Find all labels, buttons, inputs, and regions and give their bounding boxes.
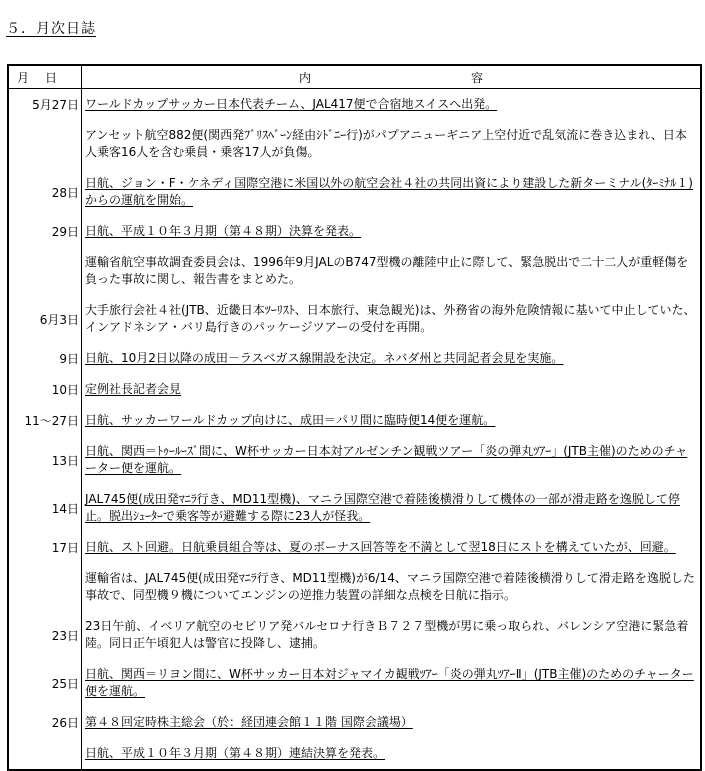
entry-date: 10日: [8, 374, 82, 405]
entry-date: 11～27日: [8, 405, 82, 436]
entry-date: 14日: [8, 484, 82, 532]
entry-content: [82, 405, 702, 436]
entry-content: [82, 247, 702, 295]
table-row: [8, 611, 701, 659]
entry-content: [82, 168, 702, 216]
header-date: 月日: [8, 65, 82, 89]
entry-text: 運輸省は、JAL745便(成田発ﾏﾆﾗ行き、MD11型機)が6/14、マニラ国際空港で着陸後横滑りして滑走路を逸脱した事故で、同型機９機についてエンジンの逆推力装置の詳細な点検を日航に指示。: [85, 571, 695, 602]
entry-text: 日航、平成１０年３月期（第４８期）連結決算を発表。: [85, 746, 386, 760]
table-row: [8, 659, 701, 707]
entry-content: [82, 89, 702, 121]
entry-content: [82, 216, 702, 247]
table-row: [8, 168, 701, 216]
entry-text: 日航、10月2日以降の成田－ラスベガス線開設を決定。ネバダ州と共同記者会見を実施。: [85, 351, 564, 365]
table-row: [8, 343, 701, 374]
monthly-log-table: [7, 64, 702, 771]
table-row: [8, 120, 701, 168]
entry-text: 定例社長記者会見: [85, 382, 182, 396]
table-row: [8, 484, 701, 532]
table-row: [8, 707, 701, 738]
table-row: [8, 247, 701, 295]
entry-date: [8, 563, 82, 611]
table-row: [8, 216, 701, 247]
entry-text: 第４８回定時株主総会（於：経団連会館１１階 国際会議場）: [85, 715, 413, 729]
table-row: [8, 374, 701, 405]
entry-date: [8, 120, 82, 168]
entry-text: 日航、関西＝ﾄｩｰﾙｰｽﾞ間に、W杯サッカー日本対アルゼンチン観戦ツアー「炎の弾丸ﾂｱｰ」(JTB主催)のためのチャーター便を運航。: [85, 444, 688, 475]
entry-text: 日航、スト回避。日航乗員組合等は、夏のボーナス回答等を不満として翌18日にストを構えていたが、回避。: [85, 540, 676, 554]
entry-content: [82, 611, 702, 659]
entry-text: 運輸省航空事故調査委員会は、1996年9月JALのB747型機の離陸中止に際して、緊急脱出で二十二人が重軽傷を負った事故に関し、報告書をまとめた。: [85, 255, 689, 286]
entry-text: 大手旅行会社４社(JTB、近畿日本ﾂｰﾘｽﾄ、日本旅行、東急観光)は、外務省の海外危険情報に基いて中止していた、インアドネシア・バリ島行きのパッケージツアーの受付を再開。: [85, 303, 696, 334]
entry-date: 26日: [8, 707, 82, 738]
table-row: [8, 89, 701, 121]
entry-content: [82, 484, 702, 532]
table-row: [8, 295, 701, 343]
entry-content: [82, 659, 702, 707]
table-header-row: [8, 65, 701, 89]
entry-date: 25日: [8, 659, 82, 707]
table-row: [8, 436, 701, 484]
header-content: 内容: [82, 65, 702, 89]
entry-date: 13日: [8, 436, 82, 484]
entry-text: 日航、ジョン・F・ケネディ国際空港に米国以外の航空会社４社の共同出資により建設した新ターミナル(ﾀｰﾐﾅﾙ１)からの運航を開始。: [85, 176, 693, 207]
entry-content: [82, 120, 702, 168]
entry-text: ワールドカップサッカー日本代表チーム、JAL417便で合宿地スイスへ出発。: [85, 97, 498, 111]
entry-content: [82, 563, 702, 611]
entry-content: [82, 436, 702, 484]
table-row: [8, 405, 701, 436]
table-row: [8, 563, 701, 611]
entry-date: [8, 247, 82, 295]
table-row: [8, 532, 701, 563]
log-body: [8, 89, 701, 771]
entry-text: 日航、平成１０年３月期（第４８期）決算を発表。: [85, 224, 362, 238]
entry-date: 5月27日: [8, 89, 82, 121]
entry-date: 17日: [8, 532, 82, 563]
entry-content: [82, 295, 702, 343]
entry-content: [82, 374, 702, 405]
entry-date: [8, 738, 82, 770]
entry-content: [82, 738, 702, 770]
entry-content: [82, 532, 702, 563]
entry-date: 28日: [8, 168, 82, 216]
entry-date: 6月3日: [8, 295, 82, 343]
entry-content: [82, 707, 702, 738]
page-title: ５．月次日誌: [6, 21, 96, 37]
entry-text: JAL745便(成田発ﾏﾆﾗ行き、MD11型機)、マニラ国際空港で着陸後横滑りして機体の一部が滑走路を逸脱して停止。脱出ｼｭｰﾀｰで乗客等が避難する際に23人が怪我。: [85, 492, 680, 523]
entry-date: 9日: [8, 343, 82, 374]
entry-date: 23日: [8, 611, 82, 659]
entry-text: 日航、サッカーワールドカップ向けに、成田＝パリ間に臨時便14便を運航。: [85, 413, 496, 427]
entry-text: 23日午前、イベリア航空のセビリア発バルセロナ行きＢ７２７型機が男に乗っ取られ、バレンシア空港に緊急着陸。同日正午頃犯人は警官に投降し、逮捕。: [85, 619, 689, 650]
entry-text: アンセット航空882便(関西発ﾌﾞﾘｽﾍﾞｰﾝ経由ｼﾄﾞﾆｰ行)がパプアニューギニア上空付近で乱気流に巻き込まれ、日本人乗客16人を含む乗員・乗客17人が負傷。: [85, 128, 687, 159]
entry-content: [82, 343, 702, 374]
entry-date: 29日: [8, 216, 82, 247]
entry-text: 日航、関西＝リヨン間に、W杯サッカー日本対ジャマイカ観戦ﾂｱｰ「炎の弾丸ﾂｱｰⅡ」(JTB主催)のためのチャーター便を運航。: [85, 667, 694, 698]
table-row: [8, 738, 701, 770]
